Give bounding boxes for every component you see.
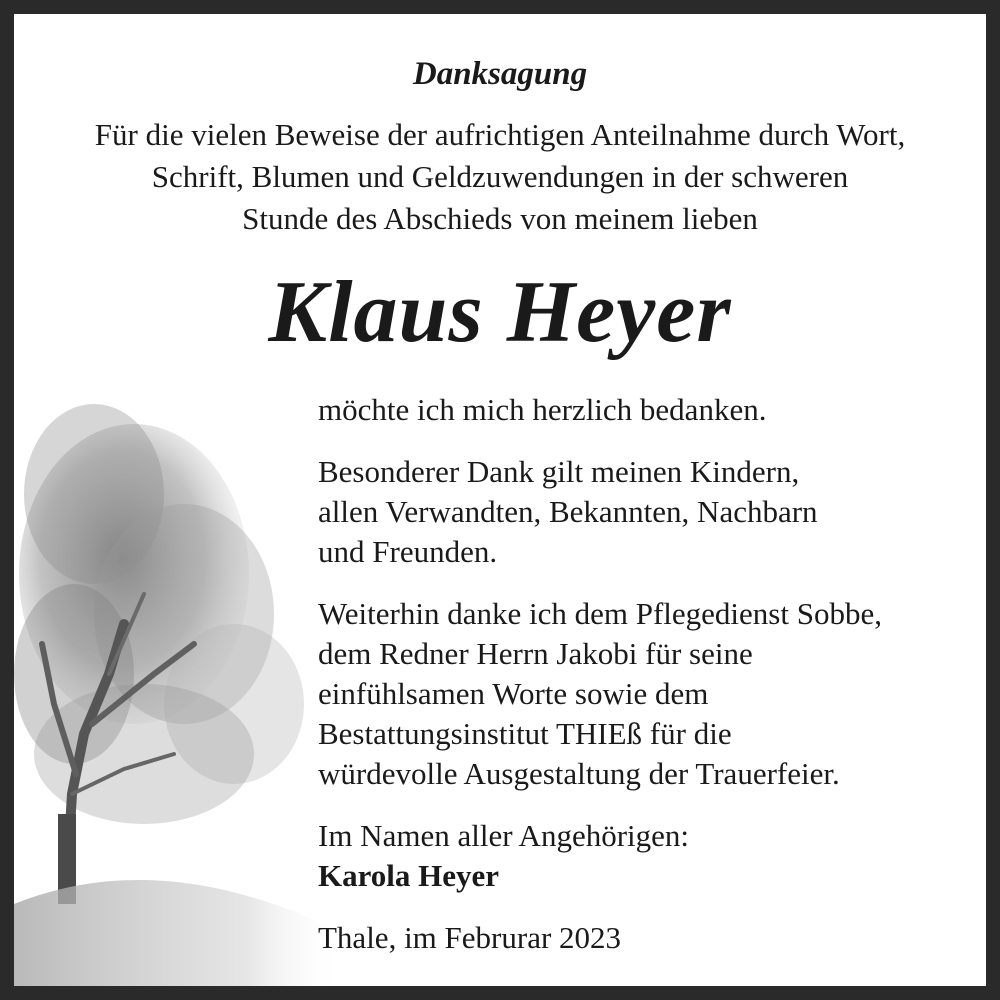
special-thanks-line: Besonderer Dank gilt meinen Kindern, <box>318 454 800 489</box>
special-thanks-line: allen Verwandten, Bekannten, Nachbarn <box>318 494 818 529</box>
further-thanks-paragraph <box>318 594 978 794</box>
deceased-name: Klaus Heyer <box>268 264 732 361</box>
body-text <box>318 390 978 958</box>
special-thanks-line: und Freunden. <box>318 534 498 569</box>
further-thanks-line: würdevolle Ausgestaltung der Trauerfeier. <box>318 756 840 791</box>
notice-heading: Danksagung <box>412 56 588 92</box>
further-thanks-line: dem Redner Herrn Jakobi für seine <box>318 636 753 671</box>
thanks-line: möchte ich mich herzlich bedanken. <box>318 392 767 427</box>
place-date: Thale, im Februrar 2023 <box>318 920 622 955</box>
intro-line: Für die vielen Beweise der aufrichtigen Anteilnahme durch Wort, <box>94 117 906 152</box>
special-thanks-paragraph <box>318 452 978 572</box>
on-behalf-line: Im Namen aller Angehörigen: <box>318 818 690 853</box>
signature: Karola Heyer <box>318 858 500 893</box>
intro-line: Schrift, Blumen und Geldzuwendungen in der schweren <box>151 159 849 194</box>
tree-on-hill-icon <box>14 374 344 1000</box>
further-thanks-line: Bestattungsinstitut THIEß für die <box>318 716 732 751</box>
further-thanks-line: Weiterhin danke ich dem Pflegedienst Sobbe, <box>318 596 882 631</box>
intro-text <box>14 114 986 240</box>
further-thanks-line: einfühlsamen Worte sowie dem <box>318 676 709 711</box>
intro-line: Stunde des Abschieds von meinem lieben <box>242 201 758 236</box>
